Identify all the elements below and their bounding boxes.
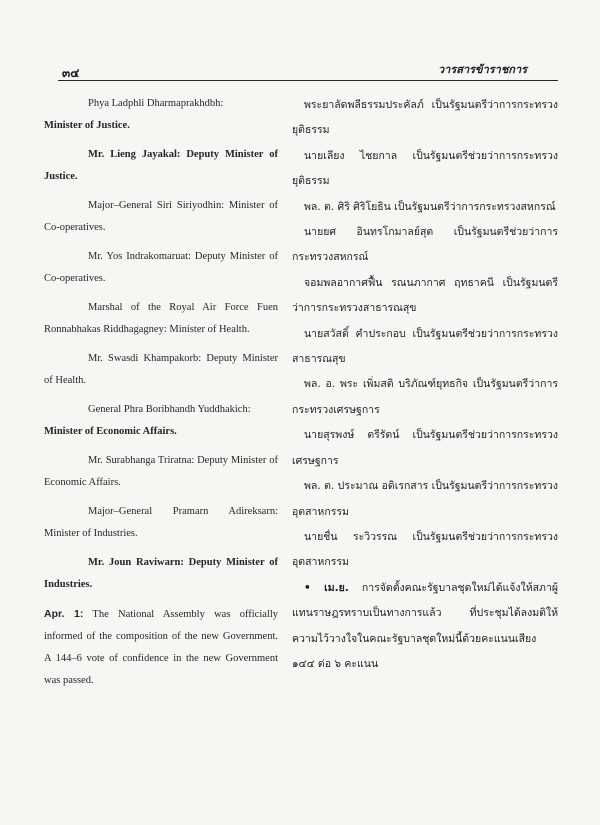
english-line: Major–General Siri Siriyodhin: Minister of Co-operatives.	[44, 200, 278, 233]
thai-april-date: • เม.ย.	[304, 581, 349, 594]
april-text: The National Assembly was officially informed of the composition of the new Government. A 144–6 vote of confidence in the new Government was passed.	[44, 609, 278, 686]
thai-line: นายสวัสดิ์ คำประกอบ เป็นรัฐมนตรีช่วยว่าการกระทรวงสาธารณสุข	[292, 327, 558, 366]
english-line: General Phra Boribhandh Yuddhakich:	[88, 404, 251, 415]
english-line: Mr. Swasdi Khampakorb: Deputy Minister of Health.	[44, 353, 278, 386]
thai-line: พล. ต. ศิริ ศิริโยธิน เป็นรัฐมนตรีว่าการกระทรวงสหกรณ์	[304, 200, 556, 213]
english-column	[44, 93, 278, 699]
thai-column	[292, 93, 558, 677]
thai-line: จอมพลอากาศฟื้น รณนภากาศ ฤทธาคนี เป็นรัฐมนตรีว่าการกระทรวงสาธารณสุข	[292, 276, 558, 315]
running-title: วารสารข้าราชการ	[438, 63, 528, 76]
english-line: Mr. Joun Raviwarn: Deputy Minister of Industries.	[44, 557, 278, 590]
thai-line: นายยศ อินทรโกมาลย์สุต เป็นรัฐมนตรีช่วยว่าการกระทรวงสหกรณ์	[292, 226, 558, 264]
thai-line: พระยาลัดพลีธรรมประคัลภ์ เป็นรัฐมนตรีว่าการกระทรวงยุติธรรม	[292, 99, 558, 137]
english-line: Minister of Economic Affairs.	[44, 426, 177, 437]
english-line: Mr. Lieng Jayakal: Deputy Minister of Justice.	[44, 149, 278, 182]
april-entry	[44, 603, 278, 692]
english-line: Mr. Yos Indrakomaruat: Deputy Minister of Co-operatives.	[44, 251, 278, 284]
thai-line: พล. อ. พระ เพิ่มสติ บริภัณฑ์ยุทธกิจ เป็นรัฐมนตรีว่าการกระทรวงเศรษฐการ	[292, 378, 558, 416]
english-line: Marshal of the Royal Air Force Fuen Ronnabhakas Riddhagagney: Minister of Health.	[44, 302, 278, 335]
thai-april-entry	[292, 576, 558, 678]
english-line: Mr. Surabhanga Triratna: Deputy Minister of Economic Affairs.	[44, 455, 278, 488]
april-date: Apr. 1:	[44, 608, 84, 620]
thai-line: นายสุรพงษ์ ตรีรัตน์ เป็นรัฐมนตรีช่วยว่าการกระทรวงเศรษฐการ	[292, 429, 558, 467]
header-rule	[58, 80, 558, 81]
thai-line: นายเลียง ไชยกาล เป็นรัฐมนตรีช่วยว่าการกระทรวงยุติธรรม	[292, 149, 558, 188]
thai-line: นายชื่น ระวิวรรณ เป็นรัฐมนตรีช่วยว่าการกระทรวงอุตสาหกรรม	[292, 530, 558, 569]
thai-april-text: การจัดตั้งคณะรัฐบาลชุดใหม่ได้แจ้งให้สภาผู้แทนราษฎรทราบเป็นทางการแล้ว ที่ประชุมได้ลงมติให้ความไว้วางใจในคณะรัฐบาลชุดใหม่นี้ด้วยคะแนนเสียง ๑๔๔ ต่อ ๖ คะแนน	[292, 581, 558, 670]
page-number: ๓๔	[62, 66, 80, 80]
thai-line: พล. ต. ประมาณ อดิเรกสาร เป็นรัฐมนตรีว่าการกระทรวงอุตสาหกรรม	[292, 480, 558, 518]
english-line: Major–General Pramarn Adireksarn: Minister of Industries.	[44, 506, 278, 539]
english-line: Minister of Justice.	[44, 120, 130, 131]
english-line: Phya Ladphli Dharmaprakhdbh:	[88, 98, 224, 109]
